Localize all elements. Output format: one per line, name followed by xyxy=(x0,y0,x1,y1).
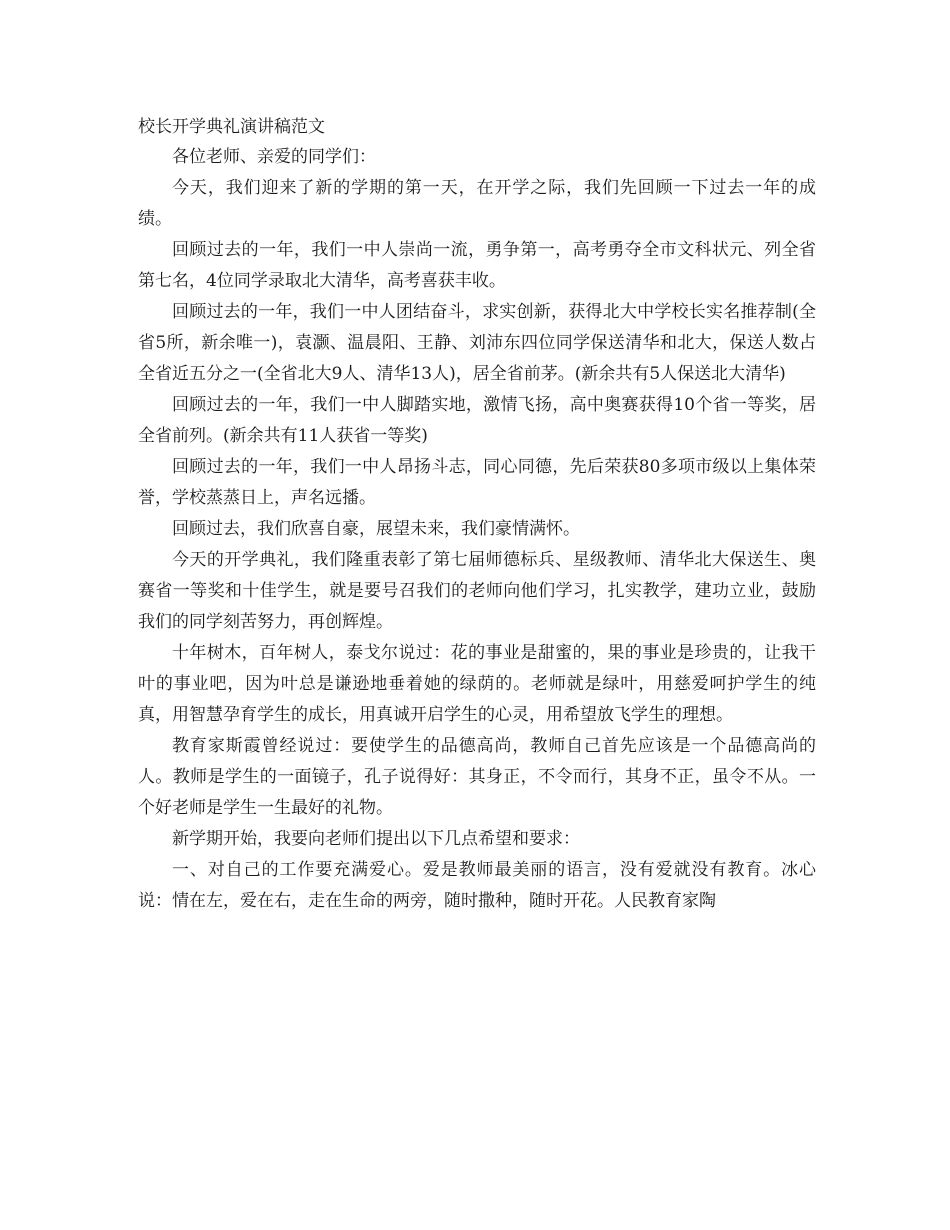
paragraph: 今天，我们迎来了新的学期的第一天，在开学之际，我们先回顾一下过去一年的成绩。 xyxy=(138,178,816,229)
paragraph: 十年树木，百年树人，泰戈尔说过：花的事业是甜蜜的，果的事业是珍贵的，让我干叶的事业吧，因为叶总是谦逊地垂着她的绿荫的。老师就是绿叶，用慈爱呵护学生的纯真，用智慧孕育学生的成长，用真诚开启学生的心灵，用希望放飞学生的理想。 xyxy=(138,643,816,725)
paragraph: 回顾过去的一年，我们一中人昂扬斗志，同心同德，先后荣获80多项市级以上集体荣誉，学校蒸蒸日上，声名远播。 xyxy=(138,457,816,508)
paragraph: 一、对自己的工作要充满爱心。爱是教师最美丽的语言，没有爱就没有教育。冰心说：情在左，爱在右，走在生命的两旁，随时撒种，随时开花。人民教育家陶 xyxy=(138,860,816,911)
paragraph: 回顾过去的一年，我们一中人脚踏实地，激情飞扬，高中奥赛获得10个省一等奖，居全省前列。(新余共有11人获省一等奖) xyxy=(138,395,816,446)
document-title: 校长开学典礼演讲稿范文 xyxy=(138,117,325,137)
paragraph: 回顾过去的一年，我们一中人崇尚一流，勇争第一，高考勇夺全市文科状元、列全省第七名，4位同学录取北大清华，高考喜获丰收。 xyxy=(138,240,816,291)
document-page xyxy=(138,114,816,917)
paragraph: 回顾过去的一年，我们一中人团结奋斗，求实创新，获得北大中学校长实名推荐制(全省5所，新余唯一)，袁灏、温晨阳、王静、刘沛东四位同学保送清华和北大，保送人数占全省近五分之一(全省北大9人、清华13人)，居全省前茅。(新余共有5人保送北大清华) xyxy=(138,302,816,384)
paragraph: 回顾过去，我们欣喜自豪，展望未来，我们豪情满怀。 xyxy=(172,519,580,539)
paragraph: 今天的开学典礼，我们隆重表彰了第七届师德标兵、星级教师、清华北大保送生、奥赛省一等奖和十佳学生，就是要号召我们的老师向他们学习，扎实教学，建功立业，鼓励我们的同学刻苦努力，再创辉煌。 xyxy=(138,550,816,632)
paragraph: 教育家斯霞曾经说过：要使学生的品德高尚，教师自己首先应该是一个品德高尚的人。教师是学生的一面镜子，孔子说得好：其身正，不令而行，其身不正，虽令不从。一个好老师是学生一生最好的礼物。 xyxy=(138,736,816,818)
paragraph-greeting: 各位老师、亲爱的同学们： xyxy=(172,147,376,167)
paragraph: 新学期开始，我要向老师们提出以下几点希望和要求： xyxy=(172,829,580,849)
